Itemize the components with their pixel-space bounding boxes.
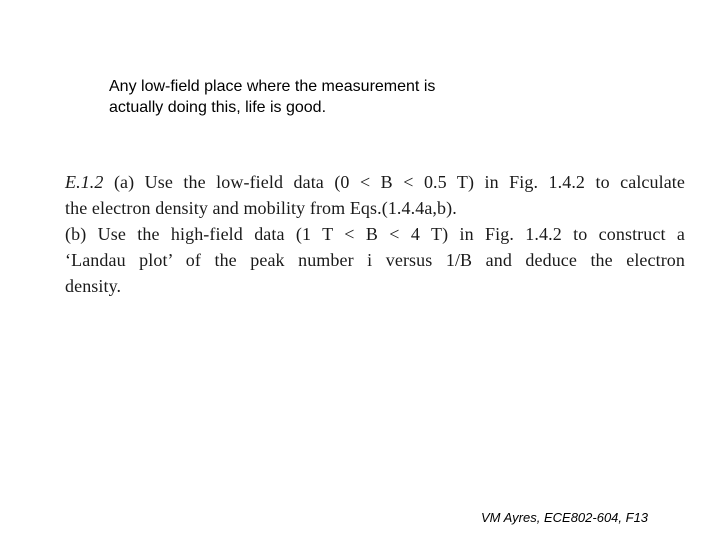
exercise-line-4: ‘Landau plot’ of the peak number i versus 1/B and deduce the electron	[65, 250, 685, 270]
exercise-scan	[65, 169, 685, 299]
exercise-line-5: density.	[65, 276, 122, 296]
caption-line-2: actually doing this, life is good.	[109, 99, 327, 116]
exercise-number: E.1.2	[65, 172, 104, 192]
slide-caption	[109, 76, 529, 118]
exercise-part-a: (a) Use the low-field data (0 < B < 0.5 T) in Fig. 1.4.2 to calculate	[113, 172, 685, 192]
exercise-line-1	[65, 169, 685, 195]
exercise-line-3: (b) Use the high-field data (1 T < B < 4 T) in Fig. 1.4.2 to construct a	[65, 224, 685, 244]
footer-credit: VM Ayres, ECE802-604, F13	[481, 510, 649, 525]
exercise-line-2: the electron density and mobility from Eqs.(1.4.4a,b).	[65, 198, 457, 218]
caption-line-1: Any low-field place where the measurement is	[109, 78, 436, 95]
